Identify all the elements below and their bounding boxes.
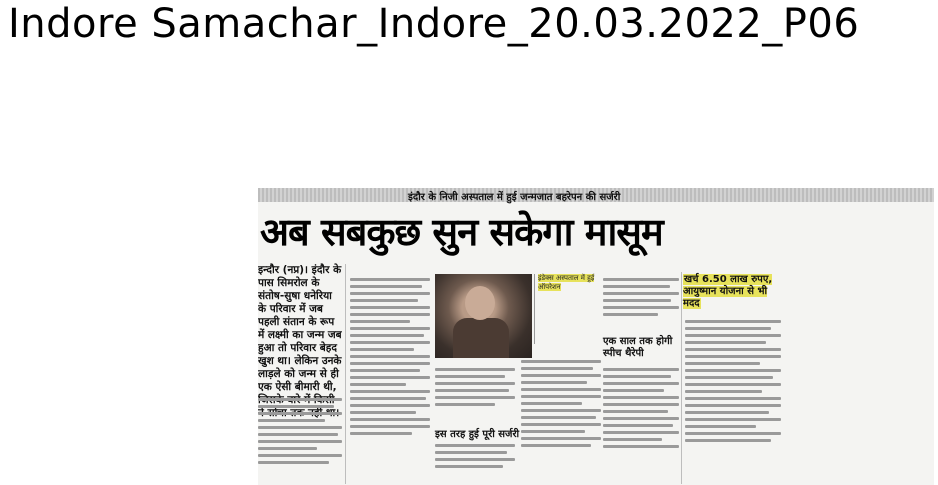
article-lead: इन्दौर (नप्र)। इंदौर के पास सिमरोल के संतोष-सुषा धनेरिया के परिवार में जब पहली संतान के रूप में लक्ष्मी का जन्म जब हुआ तो परिवार बेहद खुश था। लेकिन उनके लाड़ले को जन्म से ही एक ऐसी बीमारी थी, [258, 264, 342, 393]
column-rule [345, 264, 346, 484]
side-box-heading-text: खर्च 6.50 लाख रुपए, आयुष्मान योजना से भी मदद [683, 274, 773, 309]
body-text-column-2 [350, 274, 430, 484]
body-text-column-4 [521, 356, 601, 484]
body-text-column-6 [685, 316, 781, 484]
page-title: Indore Samachar_Indore_20.03.2022_P06 [8, 1, 860, 47]
article-headline: अब सबकुछ सुन सकेगा मासूम [260, 210, 663, 254]
body-text-column-5b [603, 364, 679, 484]
photo-caption-text: इंडेक्स अस्पताल में हुई ऑपरेशन [538, 274, 595, 291]
sub-heading-speech-therapy: एक साल तक होगी स्पीच थैरेपी [603, 336, 673, 359]
side-box-heading [683, 274, 783, 310]
photo-caption [534, 274, 600, 344]
sub-heading-surgery: इस तरह हुई पूरी सर्जरी [435, 429, 520, 440]
body-text-column-3b [435, 440, 515, 484]
body-text-column-1 [258, 394, 342, 484]
column-rule [681, 272, 682, 484]
body-text-column-5 [603, 274, 679, 334]
article-kicker: इंदौर के निजी अस्पताल में हुई जन्मजात बहरेपन की सर्जरी [408, 192, 621, 203]
kicker-bar [258, 188, 934, 202]
newspaper-clipping [258, 188, 934, 485]
body-text-column-3 [435, 364, 515, 422]
child-photo [435, 274, 532, 358]
